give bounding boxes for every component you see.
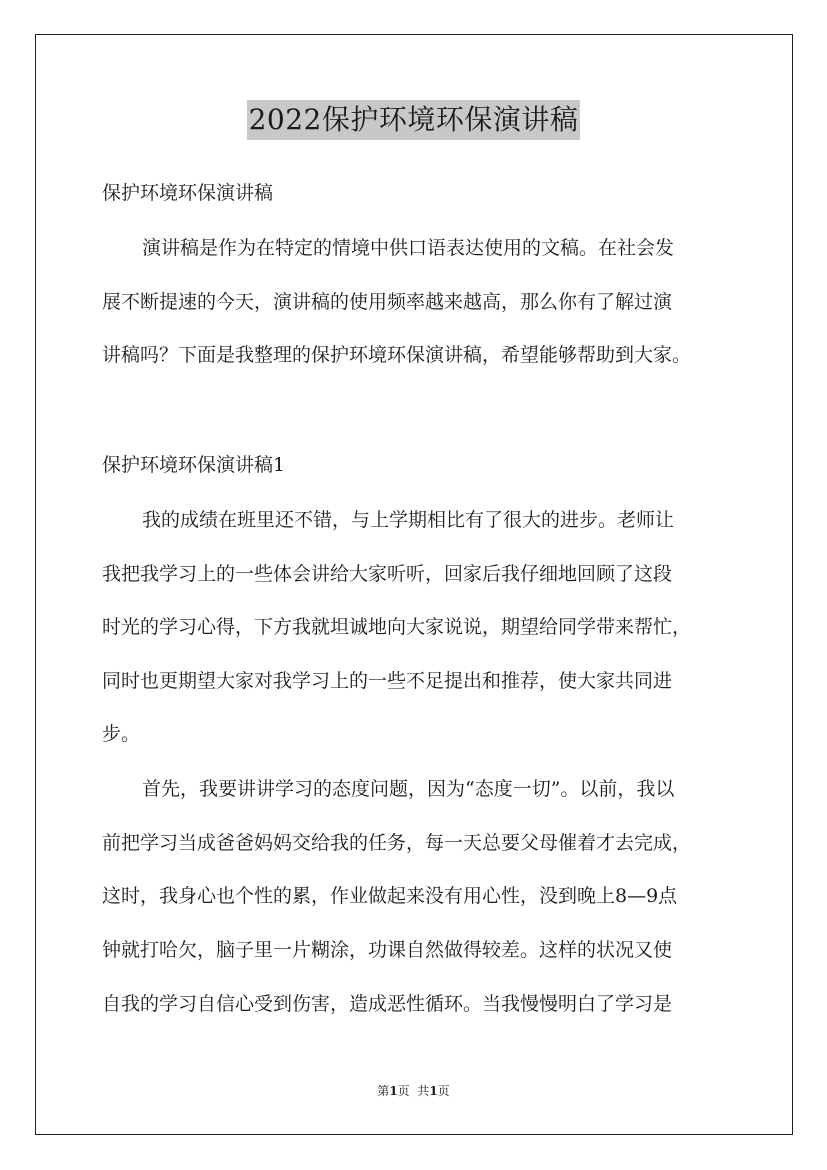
footer-page-suffix: 页 (437, 1084, 450, 1098)
footer-page-mid: 页 共 (397, 1084, 430, 1098)
section-heading: 保护环境环保演讲稿1 (102, 454, 286, 476)
para2-line-4: 钟就打哈欠，脑子里一片糊涂，功课自然做得较差。这样的状况又使 (102, 939, 673, 961)
footer-total-pages: 1 (429, 1084, 438, 1098)
para1-line-1: 我的成绩在班里还不错，与上学期相比有了很大的进步。老师让 (142, 509, 675, 531)
document-title: 2022保护环境环保演讲稿 (247, 100, 581, 140)
para2-line-2: 前把学习当成爸爸妈妈交给我的任务，每一天总要父母催着才去完成， (102, 832, 692, 854)
intro-line-3: 讲稿吗？下面是我整理的保护环境环保演讲稿，希望能够帮助到大家。 (102, 344, 692, 366)
intro-line-1: 演讲稿是作为在特定的情境中供口语表达使用的文稿。在社会发 (142, 237, 675, 259)
intro-line-2: 展不断提速的今天，演讲稿的使用频率越来越高，那么你有了解过演 (102, 291, 673, 313)
para1-line-5: 步。 (102, 723, 141, 745)
footer-page-prefix: 第 (377, 1084, 390, 1098)
para1-line-2: 我把我学习上的一些体会讲给大家听听，回家后我仔细地回顾了这段 (102, 563, 673, 585)
para1-line-4: 同时也更期望大家对我学习上的一些不足提出和推荐，使大家共同进 (102, 670, 673, 692)
page-footer (0, 1082, 827, 1099)
subtitle: 保护环境环保演讲稿 (102, 182, 274, 204)
title-wrapper (0, 100, 827, 140)
para1-line-3: 时光的学习心得，下方我就坦诚地向大家说说，期望给同学带来帮忙， (102, 616, 692, 638)
footer-page-number: 1 (389, 1084, 398, 1098)
para2-line-3: 这时，我身心也个性的累，作业做起来没有用心性，没到晚上8—9点 (102, 885, 678, 907)
para2-line-1: 首先，我要讲讲学习的态度问题，因为“态度一切”。以前，我以 (142, 778, 675, 800)
para2-line-5: 自我的学习自信心受到伤害，造成恶性循环。当我慢慢明白了学习是 (102, 993, 673, 1015)
